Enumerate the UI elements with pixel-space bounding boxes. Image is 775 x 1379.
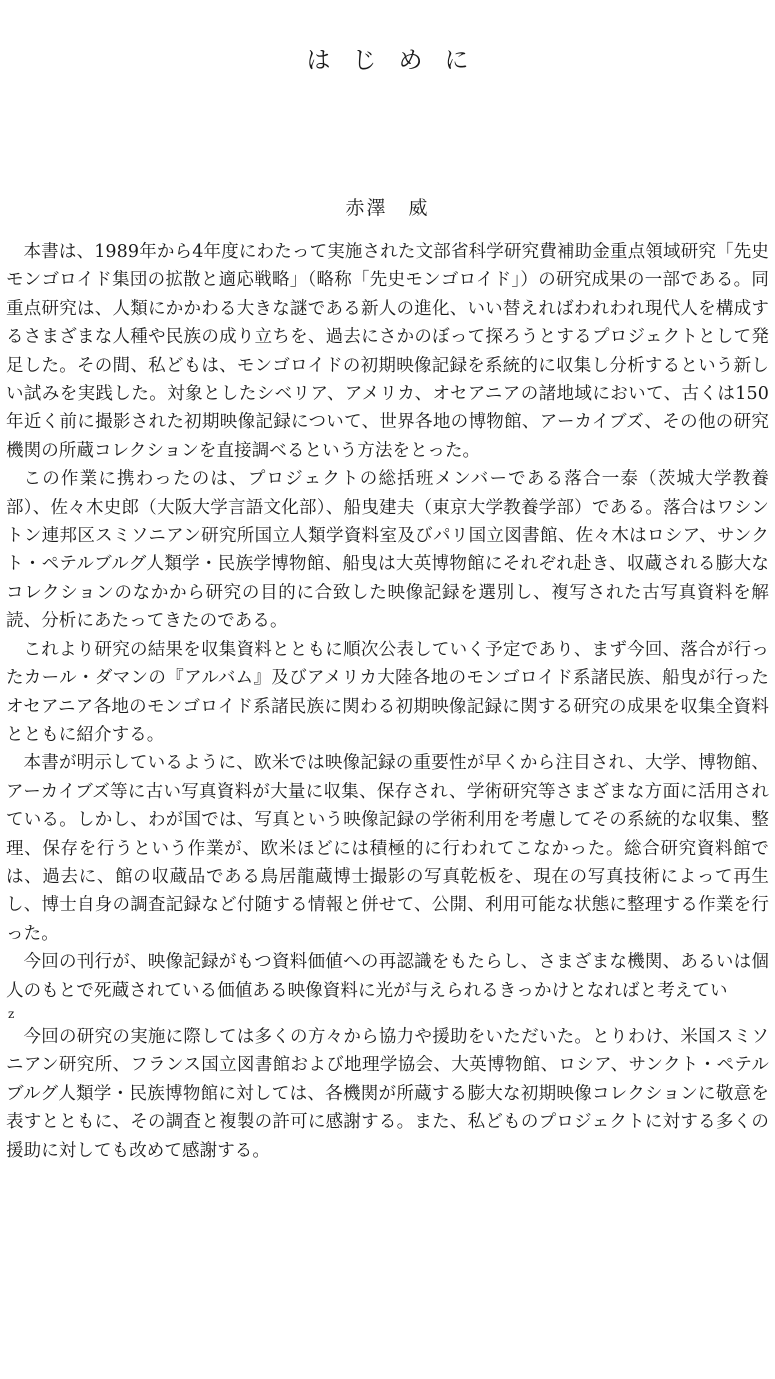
document-body [6, 238, 769, 1165]
paragraph-6: 今回の研究の実施に際しては多くの方々から協力や援助をいただいた。とりわけ、米国スミソニアン研究所、フランス国立図書館および地理学協会、大英博物館、ロシア、サンクト・ペテルブルグ人類学・民族博物館に対しては、各機関が所蔵する膨大な初期映像コレクションに敬意を表すとともに、その調査と複製の許可に感謝する。また、私どものプロジェクトに対する多くの援助に対しても改めて感謝する。 [6, 1026, 769, 1161]
paragraph-2: この作業に携わったのは、プロジェクトの総括班メンバーである落合一泰（茨城大学教養部）、佐々木史郎（大阪大学言語文化部）、船曳建夫（東京大学教養学部）である。落合はワシントン連邦区スミソニアン研究所国立人類学資料室及びパリ国立図書館、佐々木はロシア、サンクト・ペテルブルグ人類学・民族学博物館、船曳は大英博物館にそれぞれ赴き、収蔵される膨大なコレクションのなかから研究の目的に合致した映像記録を選別し、複写された古写真資料を解読、分析にあたってきたのである。 [6, 469, 769, 632]
stray-mark: z [8, 1006, 15, 1021]
paragraph-1: 本書は、1989年から4年度にわたって実施された文部省科学研究費補助金重点領域研究「先史モンゴロイド集団の拡散と適応戦略」（略称「先史モンゴロイド」）の研究成果の一部である。同重点研究は、人類にかかわる大きな謎である新人の進化、いい替えればわれわれ現代人を構成するさまざまな人種や民族の成り立ちを、過去にさかのぼって探ろうとするプロジェクトとして発足した。その間、私どもは、モンゴロイドの初期映像記録を系統的に収集し分析するという新しい試みを実践した。対象としたシベリア、アメリカ、オセアニアの諸地域において、古くは150年近く前に撮影された初期映像記録について、世界各地の博物館、アーカイブズ、その他の研究機関の所蔵コレクションを直接調べるという方法をとった。 [6, 242, 769, 461]
author-name: 赤澤 威 [345, 197, 430, 219]
page-title: はじめに [306, 46, 491, 74]
paragraph-4: 本書が明示しているように、欧米では映像記録の重要性が早くから注目され、大学、博物館、アーカイブズ等に古い写真資料が大量に収集、保存され、学術研究等さまざまな方面に活用されている。しかし、わが国では、写真という映像記録の学術利用を考慮してその系統的な収集、整理、保存を行うという作業が、欧米ほどには積極的に行われてこなかった。総合研究資料館では、過去に、館の収蔵品である鳥居龍蔵博士撮影の写真乾板を、現在の写真技術によって再生し、博士自身の調査記録など付随する情報と併せて、公開、利用可能な状態に整理する作業を行った。 [6, 753, 769, 944]
paragraph-5: 今回の刊行が、映像記録がもつ資料価値への再認識をもたらし、さまざまな機関、あるいは個人のもとで死蔵されている価値ある映像資料に光が与えられるきっかけとなればと考えてい [6, 952, 769, 1001]
paragraph-3: これより研究の結果を収集資料とともに順次公表していく予定であり、まず今回、落合が行ったカール・ダマンの『アルバム』及びアメリカ大陸各地のモンゴロイド系諸民族、船曳が行ったオセアニア各地のモンゴロイド系諸民族に関わる初期映像記録に関する研究の成果を収集全資料とともに紹介する。 [6, 639, 769, 745]
